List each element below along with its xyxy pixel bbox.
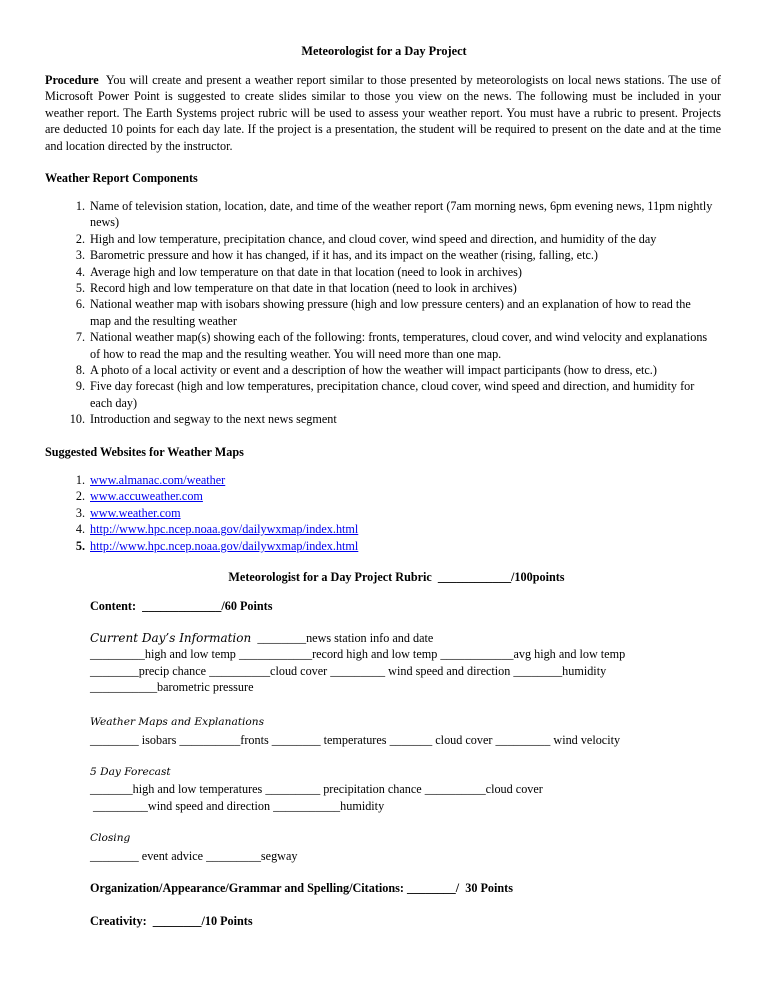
procedure-label: Procedure [45, 73, 99, 87]
rubric-line: ________precip chance __________cloud cover _________ wind speed and direction ________humidity [90, 663, 607, 678]
list-item: 5. Record high and low temperature on that date in that location (need to look in archives) [75, 281, 517, 296]
components-heading: Weather Report Components [45, 171, 198, 185]
list-item: 3. Barometric pressure and how it has changed, if it has, and its impact on the weather (rising, falling, etc.) [75, 248, 598, 263]
closing-section [90, 830, 730, 865]
procedure-paragraph [45, 72, 721, 154]
list-item: 3. www.weather.com [75, 505, 181, 520]
current-day-heading: Current Day’s Information [90, 631, 252, 645]
list-item: 4. Average high and low temperature on that date in that location (need to look in archives) [75, 264, 522, 279]
organization-line: Organization/Appearance/Grammar and Spelling/Citations: ________/ 30 Points [90, 881, 513, 895]
list-item: 9. Five day forecast (high and low temperatures, precipitation chance, cloud cover, wind speed and direction, and humidity for each day) [75, 379, 695, 410]
rubric-line: ________ isobars __________fronts ________ temperatures _______ cloud cover _________ wind velocity [90, 733, 621, 748]
rubric-line: _________high and low temp ____________record high and low temp ____________avg high and low temp [90, 647, 626, 662]
maps-heading: Weather Maps and Explanations [90, 716, 265, 728]
creativity-line: Creativity: ________/10 Points [90, 914, 253, 928]
list-item: 6. National weather map with isobars showing pressure (high and low pressure centers) and an explanation of how to read the map and the resulting weather [75, 297, 691, 328]
list-item: 1. www.almanac.com/weather [75, 473, 226, 487]
list-item: 10. Introduction and segway to the next news segment [69, 412, 337, 427]
rubric-line: _______high and low temperatures _________ precipitation chance __________cloud cover [90, 782, 543, 797]
list-item: 2. High and low temperature, precipitation chance, and cloud cover, wind speed and direction, and humidity of the day [75, 231, 657, 246]
list-item: 8. A photo of a local activity or event and a description of how the weather will impact participants (how to dress, etc.) [75, 363, 657, 378]
list-item: 1. Name of television station, location, date, and time of the weather report (7am morning news, 6pm evening news, 11pm nightly news) [75, 199, 713, 230]
websites-list [45, 472, 713, 554]
websites-heading: Suggested Websites for Weather Maps [45, 445, 244, 459]
components-list [45, 198, 713, 428]
forecast-heading: 5 Day Forecast [90, 766, 171, 778]
closing-heading: Closing [90, 832, 131, 844]
rubric-line: ___________barometric pressure [90, 680, 254, 695]
current-day-section: Current Day’s Information ________news station info and date _________high and low temp ____________record high and low temp ____________avg high and low temp ________precip chance __________cloud cover _________ wind speed and direction ________humidity ___________barometric pressure [90, 630, 730, 696]
list-item: 2. www.accuweather.com [75, 489, 203, 504]
rubric-title: Meteorologist for a Day Project Rubric ____________/100points [228, 570, 565, 584]
procedure-text: You will create and present a weather report similar to those presented by meteorologists on local news stations. The use of Microsoft Power Point is suggested to create slides similar to those you view on the news. The following must be included in your weather report. The Earth Systems project rubric will be used to assess your weather report. You must have a rubric to present. Projects are deducted 10 points for each day late. If the project is a presentation, the student will be required to present on the date and at the time and location directed by the instructor. [45, 73, 721, 153]
maps-section [90, 714, 730, 749]
website-link[interactable]: www.accuweather.com [90, 489, 203, 504]
list-item: 4. http://www.hpc.ncep.noaa.gov/dailywxmap/index.html [75, 522, 359, 537]
page-title: Meteorologist for a Day Project [301, 44, 467, 58]
rubric-line: ________ event advice _________segway [90, 849, 298, 864]
rubric-content-label: Content: _____________/60 Points [90, 599, 273, 613]
website-link[interactable]: http://www.hpc.ncep.noaa.gov/dailywxmap/index.html [90, 522, 359, 537]
list-item: 5. http://www.hpc.ncep.noaa.gov/dailywxmap/index.html [75, 538, 359, 553]
list-item: 7. National weather map(s) showing each of the following: fronts, temperatures, cloud cover, and wind velocity and explanations of how to read the map and the resulting weather. You will need more than one map. [75, 330, 708, 361]
rubric-line: _________wind speed and direction ___________humidity [90, 798, 385, 813]
website-link[interactable]: www.almanac.com/weather [90, 473, 226, 487]
forecast-section [90, 764, 730, 814]
website-link[interactable]: http://www.hpc.ncep.noaa.gov/dailywxmap/index.html [90, 538, 359, 553]
website-link[interactable]: www.weather.com [90, 505, 181, 520]
